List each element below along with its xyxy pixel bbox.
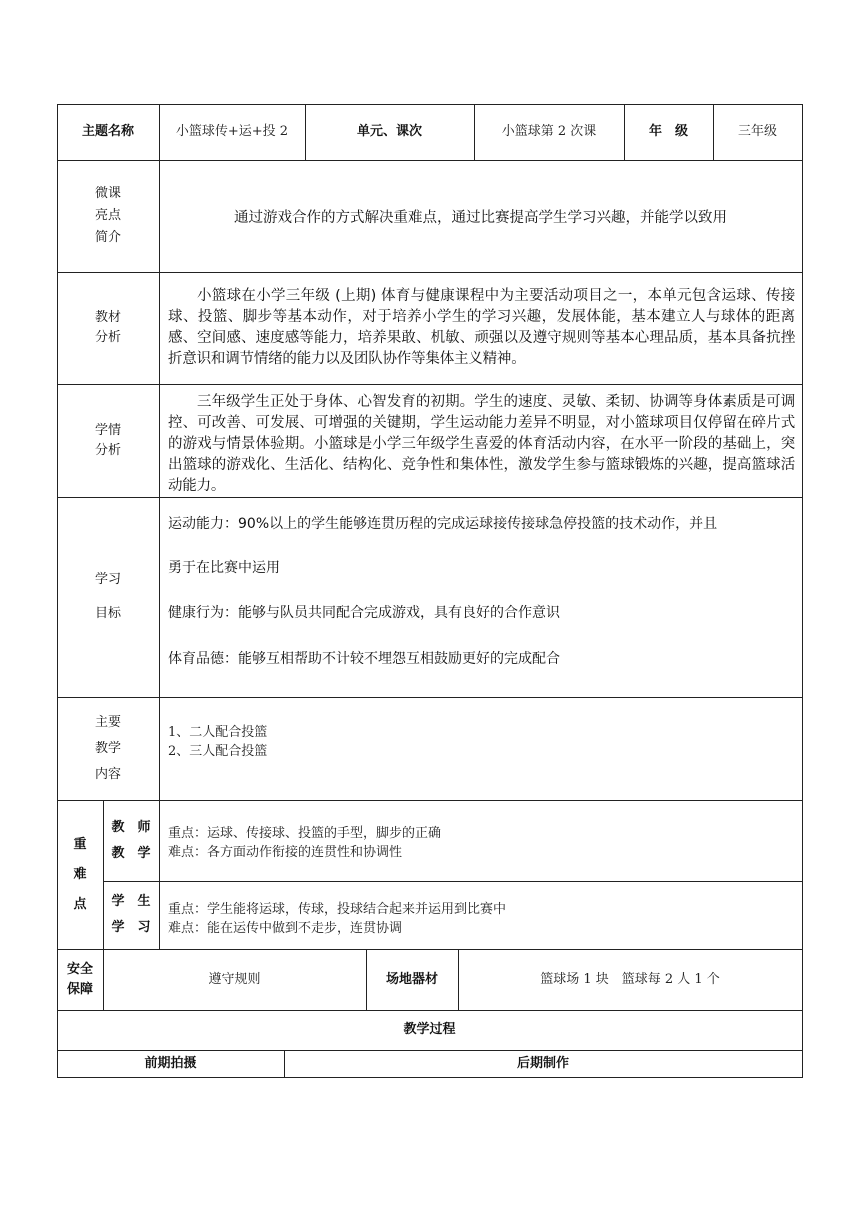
content-item-2: 2、三人配合投篮 [168, 744, 268, 759]
theme-label: 主题名称 [81, 124, 134, 139]
learner-text: 三年级学生正处于身体、心智发育的初期。学生的速度、灵敏、柔韧、协调等身体素质是可调控、可改善、可发展、可增强的关键期，学生运动能力差异不明显，对小篮球项目仅停留在碎片式的游戏与情景体验期。小篮球是小学三年级学生喜爱的体育活动内容，在水平一阶段的基础上，突出篮球的游戏化、生活化、结构化、竞争性和集体性，激发学生参与篮球锻炼的兴趣，提高篮球活动能力。 [168, 394, 795, 494]
process-title: 教学过程 [403, 1022, 456, 1037]
material-label: 教材 分析 [94, 310, 121, 345]
safety-value: 遵守规则 [208, 971, 261, 987]
student-key-line: 重点：学生能将运球，传球，投球结合起来并运用到比赛中 [168, 902, 507, 917]
post-production-label: 后期制作 [516, 1055, 569, 1071]
unit-value: 小篮球第 2 次课 [501, 124, 597, 139]
student-difficult-line: 难点：能在运传中做到不走步，连贯协调 [168, 921, 403, 936]
content-label: 主要 教学 内容 [94, 714, 121, 782]
micro-label: 微课 亮点 简介 [94, 186, 121, 245]
goal-line-2: 勇于在比赛中运用 [168, 560, 280, 576]
goal-line-3: 健康行为：能够与队员共同配合完成游戏，具有良好的合作意识 [168, 605, 560, 621]
venue-label: 场地器材 [385, 971, 438, 987]
content-item-1: 1、二人配合投篮 [168, 725, 268, 740]
pre-shooting-label: 前期拍摄 [144, 1055, 197, 1071]
student-learning-label: 学 生 学 习 [111, 894, 151, 935]
grade-value: 三年级 [737, 124, 777, 139]
teacher-teaching-label: 教 师 教 学 [111, 819, 151, 861]
teacher-key-line: 重点：运球、传接球、投篮的手型，脚步的正确 [168, 826, 442, 841]
goal-line-4: 体育品德：能够互相帮助不计较不埋怨互相鼓励更好的完成配合 [168, 651, 560, 667]
material-text: 小篮球在小学三年级 (上期) 体育与健康课程中为主要活动项目之一，本单元包含运球、传接球、投篮、脚步等基本动作，对于培养小学生的学习兴趣，发展体能，基本建立人与球体的距离感、空间感、速度感等能力，培养果敢、机敏、顽强以及遵守规则等基本心理品质，基本具备抗挫折意识和调节情绪的能力以及团队协作等集体主义精神。 [168, 288, 795, 367]
goals-label: 学习 目标 [94, 572, 121, 621]
venue-value: 篮球场 1 块 篮球每 2 人 1 个 [540, 971, 720, 987]
unit-label: 单元、课次 [356, 124, 422, 139]
theme-value: 小篮球传+运+投 2 [175, 124, 289, 139]
safety-label: 安全 保障 [66, 961, 93, 997]
keypoints-label: 重 难 点 [73, 836, 87, 912]
learner-label: 学情 分析 [94, 422, 121, 458]
goal-line-1: 运动能力：90%以上的学生能够连贯历程的完成运球接传接球急停投篮的技术动作，并且 [168, 516, 718, 532]
micro-text: 通过游戏合作的方式解决重难点，通过比赛提高学生学习兴趣，并能学以致用 [234, 209, 727, 226]
grade-label: 年 级 [648, 124, 688, 139]
teacher-difficult-line: 难点：各方面动作衔接的连贯性和协调性 [168, 845, 403, 860]
